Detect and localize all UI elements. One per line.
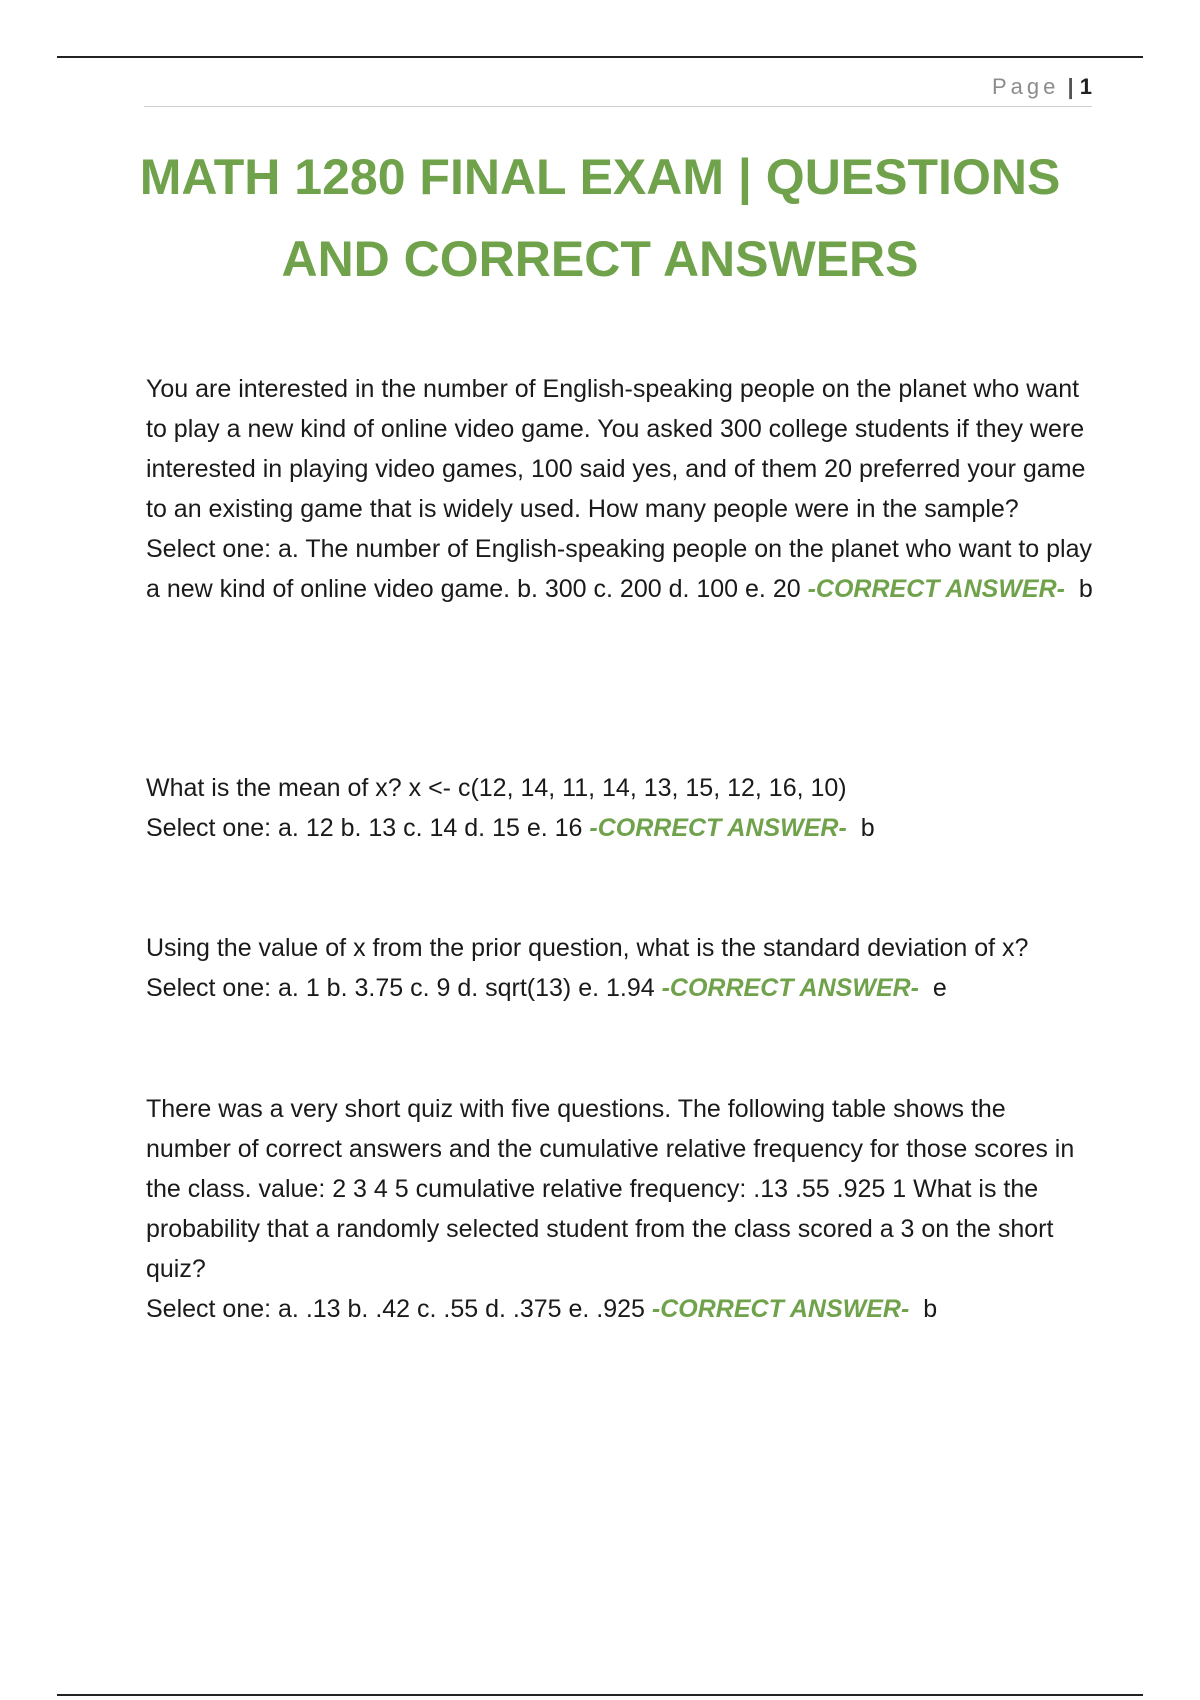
question-text: There was a very short quiz with five questions. The following table shows the number of correct answers and the cumulative relative frequency for those scores in the class. value: 2 3 4 5 cumulative relative frequency: .13 .55 .925 1 What is the probability that a randomly selected student from the class scored a 3 on the short quiz?: [146, 1095, 1075, 1283]
correct-answer-value: b: [860, 814, 875, 842]
question-text: Using the value of x from the prior question, what is the standard deviation of x?: [146, 934, 1029, 962]
page-number: 1: [1079, 74, 1092, 99]
question-2: [146, 768, 1096, 848]
bottom-rule: [57, 1694, 1143, 1696]
options-text: Select one: a. The number of English-speaking people on the planet who want to play a new kind of online video game. b. 300 c. 200 d. 100 e. 20: [146, 535, 1092, 603]
document-title: [100, 136, 1100, 300]
question-text: You are interested in the number of English-speaking people on the planet who want to play a new kind of online video game. You asked 300 college students if they were interested in playing video games, 100 said yes, and of them 20 preferred your game to an existing game that is widely used. How many people were in the sample?: [146, 375, 1086, 523]
correct-answer-value: b: [1078, 575, 1093, 603]
title-line-1: MATH 1280 FINAL EXAM | QUESTIONS: [139, 149, 1061, 205]
page-separator: |: [1067, 74, 1074, 99]
correct-answer-value: e: [932, 974, 947, 1002]
question-3: [146, 928, 1096, 1008]
title-line-2: AND CORRECT ANSWERS: [281, 231, 919, 287]
correct-answer-label: -CORRECT ANSWER-: [651, 1295, 910, 1323]
page-label: Page: [991, 74, 1060, 99]
question-options: [146, 968, 1096, 1008]
page-header: [144, 74, 1092, 107]
correct-answer-value: b: [923, 1295, 938, 1323]
options-text: Select one: a. .13 b. .42 c. .55 d. .375 e. .925: [146, 1295, 645, 1323]
correct-answer-label: -CORRECT ANSWER-: [807, 575, 1065, 603]
question-4: [146, 1089, 1096, 1329]
options-text: Select one: a. 1 b. 3.75 c. 9 d. sqrt(13) e. 1.94: [146, 974, 655, 1002]
question-options: [146, 529, 1096, 609]
correct-answer-label: -CORRECT ANSWER-: [661, 974, 919, 1002]
correct-answer-label: -CORRECT ANSWER-: [589, 814, 847, 842]
options-text: Select one: a. 12 b. 13 c. 14 d. 15 e. 16: [146, 814, 583, 842]
top-rule: [57, 56, 1143, 58]
question-options: [146, 1289, 1096, 1329]
question-text: What is the mean of x? x <- c(12, 14, 11, 14, 13, 15, 12, 16, 10): [146, 774, 847, 802]
question-options: [146, 808, 1096, 848]
question-1: [146, 369, 1096, 609]
